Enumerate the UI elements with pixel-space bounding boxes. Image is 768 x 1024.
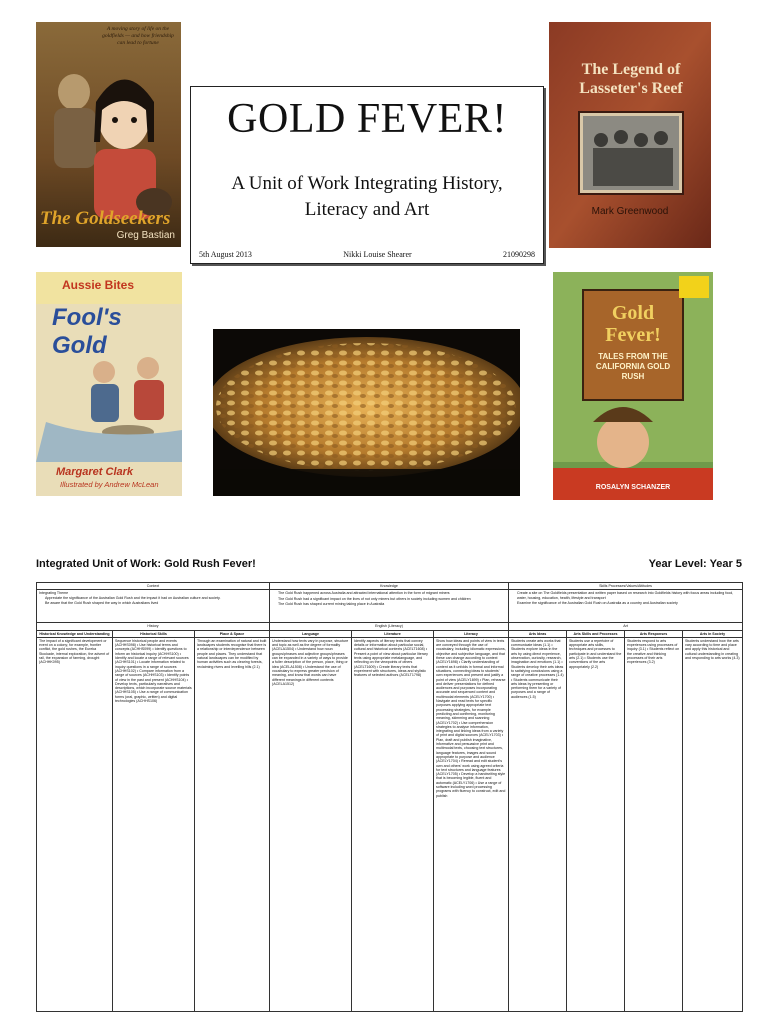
book-cover-fools-gold bbox=[36, 272, 182, 496]
content-cell: Sequence historical people and events (ACHHS098) • Use historical terms and concepts (ACHHS099) • Identify questions to inform an historical inquiry (ACHHS100) • Identify and locate a range of relevant sources (ACHHS101) • Locate information related to inquiry questions in a range of sources (ACHHS102) • Compare information from a range of sources (ACHHS103) • Identify points of view in the past and present (ACHHS104) • Develop texts, particularly narratives and descriptions, which incorporate source materials (ACHHS105) • Use a range of communication forms (oral, graphic, written) and digital technologies (ACHHS106) bbox=[113, 637, 195, 1011]
unit-of-work-sheet bbox=[36, 558, 742, 1024]
unit-year-level: Year Level: Year 5 bbox=[648, 558, 742, 570]
cover-author: Nikki Louise Shearer bbox=[343, 250, 412, 259]
subject-row bbox=[37, 623, 743, 630]
knowledge-item-2: • The Gold Rush has shaped current mining taking place in Australia bbox=[278, 602, 506, 606]
unit-table bbox=[36, 582, 743, 1012]
cover-student-id: 21090298 bbox=[503, 250, 535, 259]
unit-header bbox=[36, 558, 742, 582]
content-cell: Through an examination of natural and built landscapes students recognise that there is a relationship or interdependence between people and places. They understand that natural landscapes can be modified by human activities such as clearing forests, reclaiming rivers and levelling hills (2.1) bbox=[195, 637, 270, 1011]
content-row bbox=[37, 637, 743, 1011]
fools-gold-illustrator: Illustrated by Andrew McLean bbox=[60, 480, 159, 489]
content-cell: Students respond to arts experiences using processes of inquiry (3.1) • Students reflect on the creative and thinking processes of their arts experiences (3.2) bbox=[625, 637, 683, 1011]
gold-nuggets-image bbox=[213, 329, 520, 496]
column-header: Historical Knowledge and Understanding bbox=[37, 630, 113, 637]
cover-title: GOLD FEVER! bbox=[227, 96, 507, 142]
top-section-row bbox=[37, 583, 743, 590]
knowledge-cell bbox=[270, 590, 509, 623]
column-header: Arts Responses bbox=[625, 630, 683, 637]
knowledge-item-1: • The Gold Rush had a significant impact on the lives of not only miners but others in society including women and children bbox=[278, 597, 506, 601]
column-header: Arts Skills and Processes bbox=[567, 630, 625, 637]
cover-meta bbox=[199, 250, 535, 259]
gold-fever-book-subtitle: TALES FROM THE CALIFORNIA GOLD RUSH bbox=[595, 352, 671, 381]
context-item-0: Integrating Theme bbox=[39, 591, 69, 596]
content-cell: Students understand how the arts vary according to time and place and apply this historical and cultural understanding in creating and responding to arts works (4.3) bbox=[683, 637, 743, 1011]
column-header: Literature bbox=[352, 630, 434, 637]
gold-nuggets-photo bbox=[213, 329, 520, 496]
column-header: Arts in Society bbox=[683, 630, 743, 637]
overview-row bbox=[37, 590, 743, 623]
content-cell: The impact of a significant development or event on a colony; for example, frontier conflict, the gold rushes, the Eureka Stockade, internal exploration, the advent of rail, the expansion of farming, drought (ACHHK095) bbox=[37, 637, 113, 1011]
cover-date: 5th August 2013 bbox=[199, 250, 252, 259]
context-cell bbox=[37, 590, 270, 623]
content-cell: Students use a repertoire of appropriate arts skills, techniques and processes to participate in and understand the arts (2.1) • Students use the conventions of the arts appropriately (2.2) bbox=[567, 637, 625, 1011]
section-skills: Skills Processes/Values/Attitudes bbox=[509, 583, 743, 590]
fools-gold-series: Aussie Bites bbox=[62, 278, 135, 292]
lasseters-author: Mark Greenwood bbox=[591, 206, 669, 217]
skills-item-0: • Create a site on The Goldfields presentation and written paper based on research into Goldfields history with focus areas including food, water, housing, education, health, lifestyle and transport bbox=[517, 591, 740, 600]
column-header: Arts Ideas bbox=[509, 630, 567, 637]
gold-fever-book-author: ROSALYN SCHANZER bbox=[595, 484, 671, 491]
goldseekers-author: Greg Bastian bbox=[116, 230, 175, 241]
cover-title-box bbox=[190, 86, 544, 264]
gold-fever-book-title: Gold Fever! bbox=[605, 302, 661, 346]
skills-cell bbox=[509, 590, 743, 623]
subject-english: English (Literacy) bbox=[270, 623, 509, 630]
book-cover-lasseters-reef bbox=[549, 22, 711, 248]
fools-gold-title: Fool's Gold bbox=[52, 304, 122, 359]
section-context: Context bbox=[37, 583, 270, 590]
cover-subtitle-line1: A Unit of Work Integrating History, bbox=[231, 173, 503, 194]
book-cover-gold-fever bbox=[553, 272, 713, 500]
content-cell: Understand how texts vary in purpose, structure and topic as well as the degree of formality (ACELA1504) • Understand how noun groups/phrases and adjective groups/phrases can be expanded in a variety of ways to provide a fuller description of the person, place, thing or idea (ACELA1508) • Understand the use of vocabulary to express greater precision of meaning, and know that words can have different meanings in different contexts (ACELA1512) bbox=[270, 637, 352, 1011]
context-item-2: • Be aware that the Gold Rush shaped the way in which Australians lived bbox=[45, 601, 267, 605]
column-header: Language bbox=[270, 630, 352, 637]
column-header: Place & Space bbox=[195, 630, 270, 637]
cover-subtitle bbox=[191, 171, 543, 223]
book-cover-goldseekers bbox=[36, 22, 181, 247]
context-item-1: • Appreciate the significance of the Australian Gold Rush and the impact it had on Australian culture and society. bbox=[45, 596, 267, 600]
unit-heading: Integrated Unit of Work: Gold Rush Fever! bbox=[36, 558, 256, 570]
content-cell: Identify aspects of literary texts that convey details or information about particular social, cultural and historical contexts (ACELT1608) • Present a point of view about particular literary texts using appropriate metalanguage, and reflecting on the viewpoints of others (ACELT1609) • Create literary texts that experiment with structures, ideas and stylistic features of selected authors (ACELT1798) bbox=[352, 637, 434, 1011]
content-cell: Show how ideas and points of view in texts are conveyed through the use of vocabulary, including idiomatic expressions, objective and subjective language, and that these can change according to context (ACELY1698) • Clarify understanding of content as it unfolds in formal and informal situations, connecting ideas to students' own experiences and present and justify a point of view (ACELY1699) • Plan, rehearse and deliver presentations for defined audiences and purposes incorporating accurate and sequenced content and multimodal elements (ACELY1700) • Navigate and read texts for specific purposes applying appropriate text processing strategies, for example predicting and confirming, monitoring meaning, skimming and scanning (ACELY1702) • Use comprehension strategies to analyse information, integrating and linking ideas from a variety of print and digital sources (ACELY1703) • Plan, draft and publish imaginative, informative and persuasive print and multimodal texts, choosing text structures, language features, images and sound appropriate to purpose and audience (ACELY1704) • Reread and edit student's own and others' work using agreed criteria for text structures and language features (ACELY1705) • Develop a handwriting style that is becoming legible, fluent and automatic (ACELY1706) • Use a range of software including word processing programs with fluency to construct, edit and publish bbox=[434, 637, 509, 1011]
goldseekers-blurb: A moving story of life on the goldfields — and how friendship can lead to fortune bbox=[102, 26, 174, 46]
content-cell: Students create arts works that communicate ideas (1.1) • Students explore ideas in the arts by using direct experience, observation, curiosity, research, imagination and emotions (1.1) • Students develop their arts ideas to satisfying conclusions using a range of creative processes (1.4) • Students communicate their arts ideas by presenting or performing them for a variety of purposes and a range of audiences (1.5) bbox=[509, 637, 567, 1011]
column-header: Historical Skills bbox=[113, 630, 195, 637]
cover-subtitle-line2: Literacy and Art bbox=[304, 199, 430, 220]
knowledge-item-0: • The Gold Rush happened across Australia and attracted international attention in the form of migrant miners bbox=[278, 591, 506, 595]
section-knowledge: Knowledge bbox=[270, 583, 509, 590]
column-header-row bbox=[37, 630, 743, 637]
fools-gold-author: Margaret Clark bbox=[56, 466, 134, 478]
skills-item-1: • Examine the significance of the Australian Gold Rush on Australia as a country and Australian society bbox=[517, 601, 740, 605]
subject-history: History bbox=[37, 623, 270, 630]
subject-art: Art bbox=[509, 623, 743, 630]
lasseters-title: The Legend of Lasseter's Reef bbox=[579, 61, 683, 97]
goldseekers-title: The Goldseekers bbox=[40, 208, 171, 229]
column-header: Literacy bbox=[434, 630, 509, 637]
